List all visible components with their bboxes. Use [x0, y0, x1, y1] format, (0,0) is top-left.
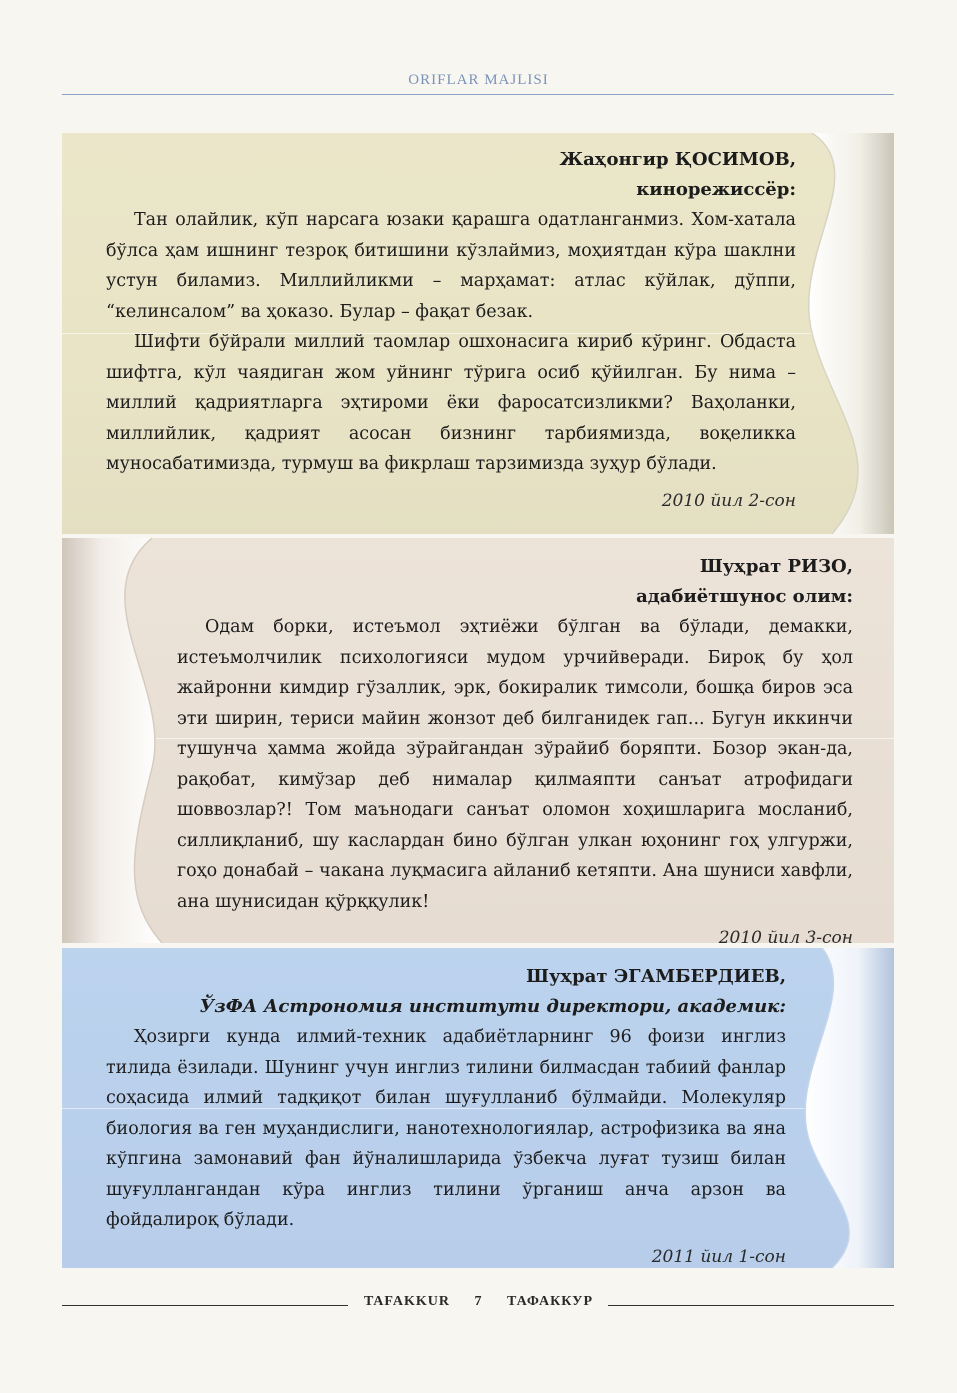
quote-source: 2010 йил 3-сон [718, 928, 853, 943]
quote-panel-1 [62, 133, 894, 534]
quote-panel-2 [62, 538, 894, 943]
footer-journal-latin: TAFAKKUR [363, 1294, 451, 1309]
quote-paragraph: Тан олайлик, кўп нарсага юзаки қарашга одатланганмиз. Хом-хатала бўлса ҳам ишнинг тезроқ битишини кўзлаймиз, моҳиятдан кўра шаклни устун биламиз. Миллийликми – марҳамат: атлас кўйлак, дўппи, “келинсалом” ва ҳоказо. Булар – фақат безак. [106, 210, 796, 322]
quote-block [106, 962, 786, 1268]
running-header: ORIFLAR MAJLISI [408, 72, 549, 88]
quote-paragraph: Шифти бўйрали миллий таомлар ошхонасига кириб кўринг. Обдаста шифтга, кўл чаядиган жом уйнинг тўрига осиб қўйилган. Бу нима – миллий қадриятларга эҳтироми ёки фаросатсизликми? Ваҳоланки, миллийлик, қадрият асосан бизнинг тарбиямизда, воқеликка муносабатимизда, турмуш ва фикрлаш тарзимизда зуҳур бўлади. [106, 332, 796, 474]
quote-panel-3 [62, 948, 894, 1268]
header-rule [62, 94, 894, 95]
page-footer [0, 1294, 957, 1310]
quote-role: адабиётшунос олим: [636, 586, 853, 607]
quote-paragraph: Ҳозирги кунда илмий-техник адабиётларнинг 96 фоизи инглиз тилида ёзилади. Шунинг учун инглиз тилини билмасдан табиий фанлар соҳасида илмий тадқиқот билан шуғулланиб бўлмайди. Молекуляр биология ва ген муҳандислиги, нанотехнологиялар, астрофизика ва яна кўпгина замонавий фан йўналишларида ўзбекча луғат тузиш билан шуғуллангандан кўра инглиз тилини ўрганиш анча арзон ва фойдалироқ бўлади. [106, 1027, 786, 1230]
quote-block [177, 552, 853, 943]
quote-block [106, 145, 796, 516]
footer-journal-cyrillic: ТАФАККУР [507, 1294, 594, 1309]
quote-paragraph: Одам борки, истеъмол эҳтиёжи бўлган ва бўлади, демакки, истеъмолчилик психологияси мудом урчийверади. Бироқ бу ҳол жайронни кимдир гўзаллик, эрк, бокиралик тимсоли, бошқа бирoв эса эти ширин, териси майин жонзот деб билганидек гап... Бугун иккинчи тушунча ҳамма жойда зўрайгандан зўрайиб боряпти. Бозор экан-да, рақобат, кимўзар деб нималар қилмаяпти санъат атрофидаги шоввозлар?! Том маънодаги санъат оломон хоҳишларига мосланиб, силлиқланиб, шу каслардан бино бўлган улкан юҳонинг гоҳ улгуржи, гоҳо донабай – чакана луқмасига айланиб кетяпти. Ана шуниси хавфли, ана шунисидан қўрққулик! [177, 617, 853, 912]
quote-author: Жаҳонгир ҚОСИМОВ, [559, 149, 796, 170]
page-number: 7 [474, 1294, 483, 1309]
quote-source: 2010 йил 2-сон [661, 490, 796, 511]
quote-author: Шуҳрат РИЗО, [699, 556, 853, 577]
quote-source: 2011 йил 1-сон [651, 1246, 786, 1267]
quote-author: Шуҳрат ЭГАМБЕРДИЕВ, [526, 966, 786, 987]
quote-role: кинорежиссёр: [636, 179, 796, 200]
quote-role: ЎзФА Астрономия институти директори, академик: [199, 996, 786, 1017]
